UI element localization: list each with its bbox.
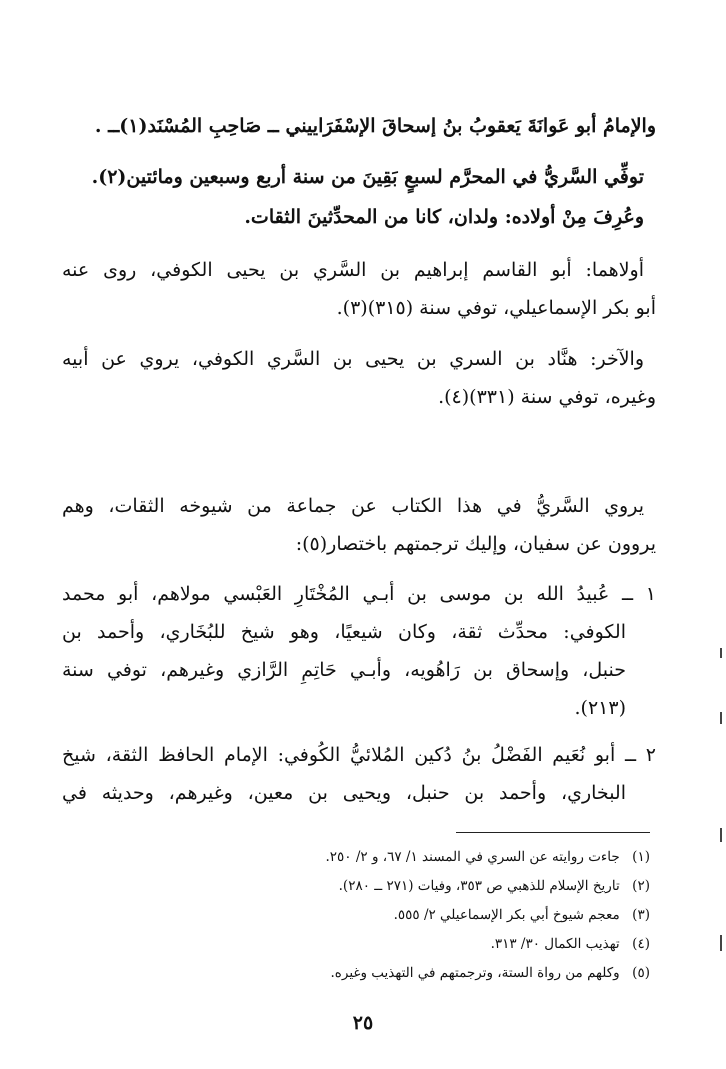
footnote-5-text: وكلهم من رواة الستة، وترجمتهم في التهذيب وغيره. [330, 965, 620, 981]
body-line-9: يروون عن سفيان، وإليك ترجمتهم باختصار(٥): [295, 533, 656, 555]
footnote-5-number: (٥) [632, 965, 650, 981]
footnote-1-text: جاءت روايته عن السري في المسند ١/ ٦٧، و ٢/ ٢٥٠. [325, 849, 620, 865]
body-line-4: أولاهما: أبو القاسم إبراهيم بن السَّري بن يحيى الكوفي، روى عنه [62, 259, 644, 281]
footnote-2-text: تاريخ الإسلام للذهبي ص ٣٥٣، وفيات (٢٧١ ــ ٢٨٠). [338, 878, 620, 894]
body-line-12: حنبل، وإسحاق بن رَاهُويه، وأبـي حَاتِمِ الرَّازي وغيرهم، توفي سنة [62, 659, 626, 681]
footnote-2 [110, 875, 650, 897]
body-line-11: الكوفي: محدِّث ثقة، وكان شيعيًا، وهو شيخ للبُخَاري، وأحمد بن [62, 621, 626, 643]
footnote-3 [110, 904, 650, 926]
body-line-2: توفِّي السَّريُّ في المحرَّم لسبعٍ بَقِينَ من سنة أربع وسبعين ومائتين(٢). [91, 166, 644, 188]
scan-edge-mark [720, 935, 722, 951]
footnote-3-number: (٣) [632, 907, 650, 923]
body-line-1: والإمامُ أبو عَوانَةَ يَعقوبُ بنُ إسحاقَ الإسْفَرَاييني ــ صَاحِبِ المُسْنَد(١)ــ . [94, 115, 656, 137]
body-line-8: يروي السَّريُّ في هذا الكتاب عن جماعة من شيوخه الثقات، وهم [62, 495, 644, 517]
footnote-4-number: (٤) [632, 936, 650, 952]
footnote-1-number: (١) [632, 849, 650, 865]
body-line-10: ١ ــ عُبيدُ الله بن موسى بن أبـي المُخْتَارِ العَبْسي مولاهم، أبو محمد [62, 583, 656, 605]
body-line-5: أبو بكر الإسماعيلي، توفي سنة (٣١٥)(٣). [336, 297, 656, 319]
scan-edge-mark [720, 648, 722, 658]
footnote-2-number: (٢) [632, 878, 650, 894]
footnote-1 [110, 846, 650, 868]
body-line-3: وعُرِفَ مِنْ أولاده: ولدان، كانا من المحدِّثينَ الثقات. [244, 206, 644, 228]
page-number: ٢٥ [352, 1012, 374, 1034]
body-line-6: والآخر: هنَّاد بن السري بن يحيى بن السَّري الكوفي، يروي عن أبيه [62, 348, 644, 370]
footnote-4-text: تهذيب الكمال ٣٠/ ٣١٣. [490, 936, 620, 952]
scan-edge-mark [720, 828, 722, 842]
footnote-separator [456, 832, 650, 833]
footnote-4 [110, 933, 650, 955]
footnote-3-text: معجم شيوخ أبي بكر الإسماعيلي ٢/ ٥٥٥. [393, 907, 620, 923]
body-line-14: ٢ ــ أبو نُعَيم الفَضْلُ بنُ دُكين المُلائيُّ الكُوفي: الإمام الحافظ الثقة، شيخ [62, 744, 656, 766]
footnote-5 [110, 962, 650, 984]
body-line-13: (٢١٣). [574, 697, 626, 719]
scan-edge-mark [720, 712, 722, 724]
body-line-7: وغيره، توفي سنة (٣٣١)(٤). [438, 386, 656, 408]
body-line-15: البخاري، وأحمد بن حنبل، ويحيى بن معين، وغيرهم، وحديثه في [62, 782, 626, 804]
